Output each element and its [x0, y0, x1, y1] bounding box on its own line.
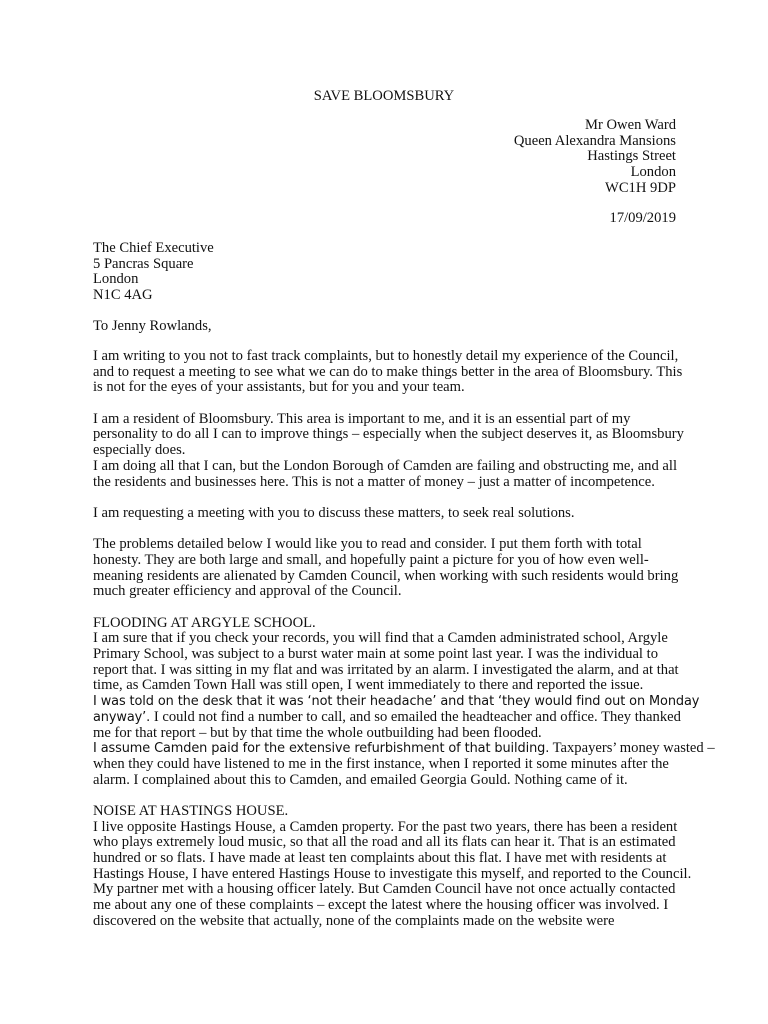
text-line: who plays extremely loud music, so that all the road and all its flats can hear it. That is an estimated — [93, 834, 676, 851]
text-line: I was told on the desk that it was ‘not their headache’ and that ‘they would find out on Monday — [93, 694, 700, 710]
section-flooding — [93, 614, 715, 789]
recipient-title: The Chief Executive — [93, 240, 214, 256]
sender-postcode: WC1H 9DP — [605, 179, 676, 196]
letter-title: SAVE BLOOMSBURY — [313, 88, 455, 104]
text-line: My partner met with a housing officer lately. But Camden Council have not once actually contacted — [93, 881, 676, 898]
salutation: To Jenny Rowlands, — [93, 318, 212, 334]
text-line: especially does. — [93, 442, 186, 459]
text-line: when they could have listened to me in the first instance, when I reported it some minutes after the — [93, 755, 669, 772]
recipient-city: London — [93, 271, 139, 288]
text-line: and to request a meeting to see what we can do to make things better in the area of Bloomsbury. This — [93, 363, 683, 380]
text-line: report that. I was sitting in my flat and was irritated by an alarm. I investigated the alarm, and at that — [93, 661, 679, 678]
recipient-address — [93, 241, 214, 304]
sender-name: Mr Owen Ward — [585, 117, 676, 133]
sender-street: Hastings Street — [587, 148, 676, 165]
text-line: personality to do all I can to improve things – especially when the subject deserves it, as Bloomsbury — [93, 426, 684, 443]
text-line-mixed — [93, 740, 715, 757]
text-line: I am writing to you not to fast track complaints, but to honestly detail my experience of the Council, — [93, 348, 679, 364]
paragraph-meeting-request — [93, 506, 683, 522]
sender-city: London — [630, 164, 676, 181]
paragraph-resident — [93, 412, 683, 490]
section-noise — [93, 802, 692, 930]
text-line: I am sure that if you check your records, you will find that a Camden administrated school, Argyle — [93, 630, 668, 647]
text-line: Hastings House, I have entered Hastings House to investigate this myself, and reported to the Council. — [93, 865, 692, 882]
section-heading: FLOODING AT ARGYLE SCHOOL. — [93, 614, 316, 631]
text-line: discovered on the website that actually, none of the complaints made on the website were — [93, 912, 615, 929]
text-line: me for that report – but by that time the whole outbuilding had been flooded. — [93, 724, 542, 741]
paragraph-problems-intro — [93, 537, 683, 600]
letter-date: 17/09/2019 — [609, 210, 676, 226]
text-line: is not for the eyes of your assistants, but for you and your team. — [93, 379, 465, 396]
text-fragment: I could not find a number to call, and so emailed the headteacher and office. They thanked — [153, 708, 681, 725]
text-line: honesty. They are both large and small, and hopefully paint a picture for you of how even well- — [93, 551, 649, 568]
text-line: The problems detailed below I would like you to read and consider. I put them forth with total — [93, 536, 642, 553]
section-heading: NOISE AT HASTINGS HOUSE. — [93, 802, 289, 819]
recipient-postcode: N1C 4AG — [93, 287, 153, 304]
sender-building: Queen Alexandra Mansions — [513, 132, 676, 149]
text-line: much greater efficiency and approval of the Council. — [93, 583, 402, 600]
text-line: I am a resident of Bloomsbury. This area is important to me, and it is an essential part of my — [93, 410, 631, 427]
text-line: time, as Camden Town Hall was still open, I went immediately to there and reported the issue. — [93, 677, 644, 694]
paragraph-intro — [93, 349, 683, 396]
text-line: meaning residents are alienated by Camden Council, when working with such residents would bring — [93, 567, 679, 584]
text-line: me about any one of these complaints – except the latest where the housing officer was involved. I — [93, 897, 669, 914]
text-line: Primary School, was subject to a burst water main at some point last year. I was the individual to — [93, 646, 658, 663]
text-line: alarm. I complained about this to Camden, and emailed Georgia Gould. Nothing came of it. — [93, 771, 628, 788]
text-line: hundred or so flats. I have made at least ten complaints about this flat. I have met with residents at — [93, 850, 667, 866]
text-line: I am requesting a meeting with you to discuss these matters, to seek real solutions. — [93, 504, 575, 521]
text-line: I am doing all that I can, but the London Borough of Camden are failing and obstructing me, and all — [93, 457, 678, 474]
text-line: I live opposite Hastings House, a Camden property. For the past two years, there has been a resident — [93, 818, 678, 835]
text-fragment: Taxpayers’ money wasted – — [552, 740, 715, 757]
text-fragment: anyway’. — [93, 709, 151, 725]
text-fragment: I assume Camden paid for the extensive refurbishment of that building. — [93, 741, 550, 757]
sender-address — [356, 118, 676, 197]
recipient-street: 5 Pancras Square — [93, 255, 194, 272]
text-line: the residents and businesses here. This is not a matter of money – just a matter of incompetence. — [93, 473, 655, 490]
text-line-mixed — [93, 710, 683, 726]
letter-body — [93, 348, 715, 929]
